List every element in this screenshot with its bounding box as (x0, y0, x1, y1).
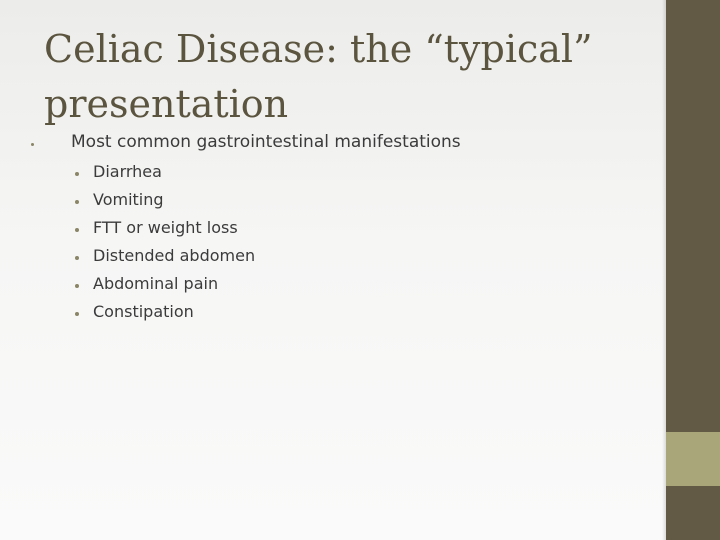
bullet-dot-icon (75, 228, 79, 232)
slide-title: Celiac Disease: the “typical” presentation (44, 27, 593, 126)
list-item: Diarrhea (93, 162, 162, 181)
bullet-dot-icon (75, 172, 79, 176)
bullet-dot-icon (75, 200, 79, 204)
bullet-dot-icon (31, 143, 34, 146)
list-item: Constipation (93, 302, 194, 321)
bullet-dot-icon (75, 284, 79, 288)
list-item: Distended abdomen (93, 246, 256, 265)
bullet-dot-icon (75, 256, 79, 260)
list-item: Vomiting (93, 190, 164, 209)
list-item: FTT or weight loss (93, 218, 238, 237)
side-accent-block (666, 432, 720, 486)
list-item: Abdominal pain (93, 274, 219, 293)
bullet-dot-icon (75, 312, 79, 316)
main-bullet-text: Most common gastrointestinal manifestations (71, 132, 461, 152)
